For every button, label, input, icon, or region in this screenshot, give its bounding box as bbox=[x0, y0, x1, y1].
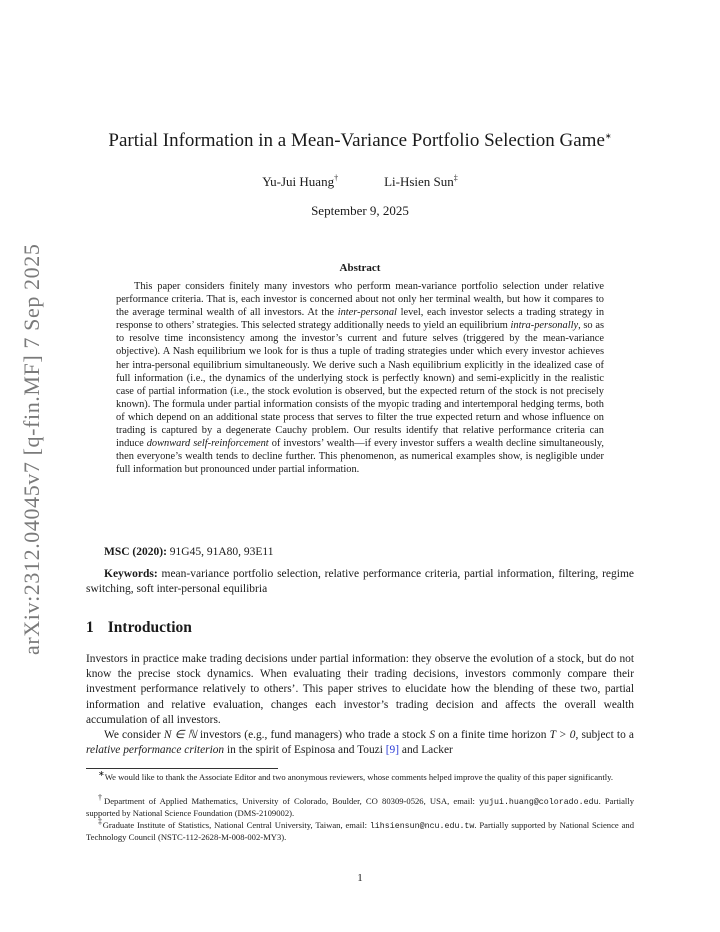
email-address[interactable]: yujui.huang@colorado.edu bbox=[479, 798, 599, 807]
para-segment: and Lacker bbox=[399, 744, 453, 757]
msc-label: MSC (2020): bbox=[104, 546, 167, 558]
abstract-text bbox=[116, 280, 604, 476]
email-address[interactable]: lihsiensun@ncu.edu.tw bbox=[369, 822, 475, 831]
author-footnote-mark: ‡ bbox=[453, 173, 458, 183]
keywords-label: Keywords: bbox=[104, 568, 158, 580]
footnote-text: Graduate Institute of Statistics, National Central University, Taiwan, email: bbox=[102, 820, 370, 830]
abstract-emphasis: downward self-reinforcement bbox=[146, 438, 269, 450]
footnote-text: Department of Applied Mathematics, University of Colorado, Boulder, CO 80309-0526, USA, email: bbox=[104, 796, 480, 806]
footnote-mark: ‡ bbox=[98, 817, 103, 827]
para-segment: on a finite time horizon bbox=[435, 729, 550, 741]
citation-link[interactable]: [9] bbox=[385, 744, 400, 757]
paper-date: September 9, 2025 bbox=[311, 203, 409, 218]
title-footnote-mark: ∗ bbox=[604, 131, 612, 141]
intro-paragraph-1: Investors in practice make trading decisions under partial information: they observe the evolution of a stock, but do not know the precise stock dynamics. When evaluating their trading decisions, investors commonly compare their investment performance relatively to others’. This paper strives to elucidate how the blending of these two, partial information and relative evaluation, changes each investor’s trading decision and affects the overall wealth accumulation of all investors. bbox=[86, 653, 634, 726]
math-expression: T > 0 bbox=[549, 729, 576, 741]
para-segment: , subject to a bbox=[575, 729, 634, 741]
abstract-emphasis: intra-personally bbox=[510, 320, 579, 332]
author-list bbox=[220, 174, 500, 190]
footnote-2 bbox=[86, 793, 635, 820]
section-number: 1 bbox=[86, 619, 94, 636]
paper-title bbox=[60, 130, 660, 152]
author-name: Yu-Jui Huang bbox=[262, 174, 335, 189]
abstract-segment: level, each investor selects a trading strategy in response to others’ strategies. This selected strategy additionally needs to yield an equilibrium bbox=[116, 307, 605, 332]
abstract-heading: Abstract bbox=[339, 262, 381, 274]
page-number: 1 bbox=[357, 872, 363, 884]
math-expression: S bbox=[429, 729, 436, 741]
footnote-mark: † bbox=[98, 793, 105, 803]
para-segment: investors (e.g., fund managers) who trade a stock bbox=[196, 729, 430, 741]
math-expression: N ∈ ℕ bbox=[163, 729, 197, 741]
footnote-1 bbox=[86, 769, 634, 783]
keywords-value: mean-variance portfolio selection, relative performance criteria, partial information, filtering, regime switching, soft inter-personal equilibria bbox=[86, 568, 634, 595]
abstract-segment: This paper considers finitely many investors who perform mean-variance portfolio selection under relative performance criteria. That is, each investor is concerned about not only her terminal wealth, but how it compares to the average terminal wealth of all investors. At the bbox=[116, 281, 604, 319]
footnote-divider bbox=[86, 768, 278, 769]
footnote-text: We would like to thank the Associate Editor and two anonymous reviewers, whose comments helped improve the quality of this paper significantly. bbox=[104, 772, 613, 782]
abstract-segment: , so as to resolve time inconsistency among the investor’s current and future selves (triggered by the mean-variance objective). A Nash equilibrium we look for is thus a tuple of trading strategies under which every investor achieves her intra-personal equilibrium simultaneously. We derive such a Nash equilibrium explicitly in the idealized case of full information (i.e., the dynamics of the underlying stock is perfectly known) and semi-explicitly in the realistic case of partial information (i.e., the stock evolution is observed, but the expected return of the stock is not precisely known). The formula under partial information consists of the myopic trading and intertemporal hedging terms, both of which depend on an additional state process that serves to filter the true expected return and whose influence on trading is captured by a degenerate Cauchy problem. Our results identify that relative performance criteria can induce bbox=[116, 320, 604, 450]
msc-classification bbox=[86, 546, 634, 558]
keywords bbox=[86, 567, 634, 597]
title-text: Partial Information in a Mean-Variance Portfolio Selection Game bbox=[108, 130, 605, 151]
footnote-3 bbox=[86, 817, 635, 844]
section-title: Introduction bbox=[107, 619, 192, 636]
footnote-text: . Partially supported by National Science and Technology Council (NSTC-112-2628-M-008-002-MY3). bbox=[86, 820, 635, 843]
para-segment: in the spirit of Espinosa and Touzi bbox=[224, 744, 386, 757]
arxiv-identifier: arXiv:2312.04045v7 [q-fin.MF] 7 Sep 2025 bbox=[19, 243, 44, 655]
author-footnote-mark: † bbox=[334, 173, 339, 183]
intro-paragraph-2 bbox=[86, 728, 634, 758]
footnote-mark: ∗ bbox=[98, 769, 105, 779]
section-heading bbox=[86, 619, 634, 637]
author-name: Li-Hsien Sun bbox=[384, 174, 454, 189]
footnote-text: . Partially supported by National Science Foundation (DMS-2109002). bbox=[86, 796, 635, 819]
msc-value: 91G45, 91A80, 93E11 bbox=[169, 546, 274, 558]
abstract-segment: of investors’ wealth—if every investor suffers a wealth decline simultaneously, then everyone’s wealth tends to decline further. This phenomenon, as numerical examples show, is negligible under full information but pronounced under partial information. bbox=[116, 438, 605, 476]
abstract-emphasis: inter-personal bbox=[337, 307, 397, 319]
author-2 bbox=[384, 174, 458, 190]
para-segment: We consider bbox=[104, 729, 164, 741]
para-emphasis: relative performance criterion bbox=[86, 744, 225, 757]
author-1 bbox=[262, 174, 338, 190]
